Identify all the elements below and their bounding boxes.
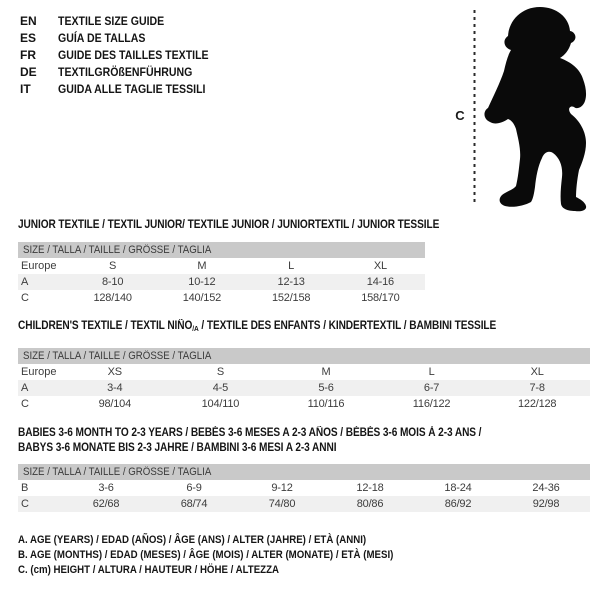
age-cell: 10-12 xyxy=(188,276,216,288)
row-label: Europe xyxy=(21,260,57,272)
language-list xyxy=(20,12,229,97)
table-row-height xyxy=(18,496,590,512)
language-code: EN xyxy=(20,13,37,28)
size-cell: M xyxy=(321,366,331,378)
height-cell: 116/122 xyxy=(412,398,451,410)
table-body xyxy=(18,258,425,306)
table-title-part: CHILDREN'S TEXTILE / TEXTIL NIÑO xyxy=(18,320,193,332)
row-label: A xyxy=(21,382,29,394)
table-row-age xyxy=(18,380,590,396)
height-cell: 80/86 xyxy=(356,498,384,510)
language-row-es xyxy=(20,29,229,46)
row-label: C xyxy=(21,498,29,510)
size-cell: L xyxy=(288,260,295,272)
height-cell: 86/92 xyxy=(444,498,472,510)
table-header-bar xyxy=(18,464,590,480)
table-title xyxy=(18,320,521,335)
table-header-bar xyxy=(18,348,590,364)
table-row-age xyxy=(18,274,425,290)
row-label: C xyxy=(21,398,29,410)
height-dimension-label: C xyxy=(455,108,465,123)
height-cell: 122/128 xyxy=(517,398,557,410)
legend-line-c: C. (cm) HEIGHT / ALTURA / HAUTEUR / HÖHE / ALTEZZA xyxy=(18,564,280,577)
age-cell: 14-16 xyxy=(366,276,394,288)
age-cell: 7-8 xyxy=(529,382,545,394)
language-code: ES xyxy=(20,30,37,45)
language-label: GUIDA ALLE TAGLIE TESSILI xyxy=(58,81,206,96)
toddler-silhouette xyxy=(484,7,586,211)
height-cell: 68/74 xyxy=(180,498,208,510)
height-cell: 140/152 xyxy=(182,292,222,304)
age-cell: 24-36 xyxy=(532,482,560,494)
table-row-height xyxy=(18,290,425,306)
height-figure xyxy=(448,2,598,217)
language-label: GUIDE DES TAILLES TEXTILE xyxy=(58,47,209,62)
age-cell: 9-12 xyxy=(271,482,293,494)
language-code: IT xyxy=(20,81,31,96)
toddler-silhouette-icon xyxy=(448,2,598,217)
table-row-height xyxy=(18,396,590,412)
table-title xyxy=(18,426,590,456)
age-cell: 6-7 xyxy=(423,382,440,394)
height-cell: 74/80 xyxy=(268,498,296,510)
table-row-age-months xyxy=(18,480,590,496)
age-cell: 3-6 xyxy=(98,482,114,494)
legend-line-a: A. AGE (YEARS) / EDAD (AÑOS) / ÂGE (ANS) / ALTER (JAHRE) / ETÀ (ANNI) xyxy=(18,534,367,546)
row-label: Europe xyxy=(21,366,57,378)
height-cell: 92/98 xyxy=(532,498,560,510)
age-cell: 6-9 xyxy=(186,482,202,494)
size-cell: M xyxy=(197,260,207,272)
age-cell: 5-6 xyxy=(318,382,334,394)
size-cell: XS xyxy=(107,366,122,378)
height-cell: 152/158 xyxy=(271,292,311,304)
height-cell: 98/104 xyxy=(98,398,132,410)
height-cell: 158/170 xyxy=(361,292,400,304)
language-row-de xyxy=(20,63,229,80)
table-header-bar xyxy=(18,242,425,258)
table-row-europe xyxy=(18,258,425,274)
language-label: GUÍA DE TALLAS xyxy=(58,30,146,45)
language-row-it xyxy=(20,80,229,97)
junior-size-table xyxy=(18,219,440,306)
height-cell: 62/68 xyxy=(92,498,120,510)
language-row-fr xyxy=(20,46,229,63)
size-cell: XL xyxy=(530,366,544,378)
size-cell: XL xyxy=(373,260,387,272)
height-cell: 110/116 xyxy=(307,398,345,410)
height-cell: 128/140 xyxy=(93,292,132,304)
age-cell: 8-10 xyxy=(102,276,124,288)
language-code: FR xyxy=(20,47,36,62)
language-label: TEXTILE SIZE GUIDE xyxy=(58,13,165,28)
row-label: B xyxy=(21,482,29,494)
size-cell: L xyxy=(428,366,435,378)
table-title-line1: BABIES 3-6 MONTH TO 2-3 YEARS / BEBÉS 3-6 MESES A 2-3 AÑOS / BÉBÉS 3-6 MOIS À 2-3 ANS / xyxy=(18,427,482,439)
age-cell: 18-24 xyxy=(444,482,472,494)
table-title: JUNIOR TEXTILE / TEXTIL JUNIOR/ TEXTILE JUNIOR / JUNIORTEXTIL / JUNIOR TESSILE xyxy=(18,219,440,231)
size-cell: S xyxy=(109,260,117,272)
language-code: DE xyxy=(20,64,37,79)
table-title-line2: BABYS 3-6 MONATE BIS 2-3 JAHRE / BAMBINI 3-6 MESI A 2-3 ANNI xyxy=(18,442,337,454)
row-label: A xyxy=(21,276,29,288)
language-row-en xyxy=(20,12,229,29)
table-body xyxy=(18,364,590,412)
age-cell: 12-13 xyxy=(277,276,305,288)
age-cell: 4-5 xyxy=(212,382,229,394)
table-header-label: SIZE / TALLA / TAILLE / GRÖSSE / TAGLIA xyxy=(23,466,212,478)
table-title-subscript: /A xyxy=(192,324,199,333)
table-row-europe xyxy=(18,364,590,380)
children-size-table xyxy=(18,320,590,412)
legend xyxy=(18,533,445,579)
table-body xyxy=(18,480,590,512)
size-cell: S xyxy=(216,366,224,378)
age-cell: 12-18 xyxy=(356,482,384,494)
table-header-label: SIZE / TALLA / TAILLE / GRÖSSE / TAGLIA xyxy=(23,244,212,256)
height-cell: 104/110 xyxy=(201,398,240,410)
age-cell: 3-4 xyxy=(107,382,123,394)
language-label: TEXTILGRÖßENFÜHRUNG xyxy=(58,64,193,79)
table-header-label: SIZE / TALLA / TAILLE / GRÖSSE / TAGLIA xyxy=(23,350,212,362)
table-title-part: / TEXTILE DES ENFANTS / KINDERTEXTIL / BAMBINI TESSILE xyxy=(198,320,497,332)
row-label: C xyxy=(21,292,29,304)
legend-line-b: B. AGE (MONTHS) / EDAD (MESES) / ÂGE (MOIS) / ALTER (MONATE) / ETÀ (MESI) xyxy=(18,549,394,562)
babies-size-table xyxy=(18,426,590,512)
